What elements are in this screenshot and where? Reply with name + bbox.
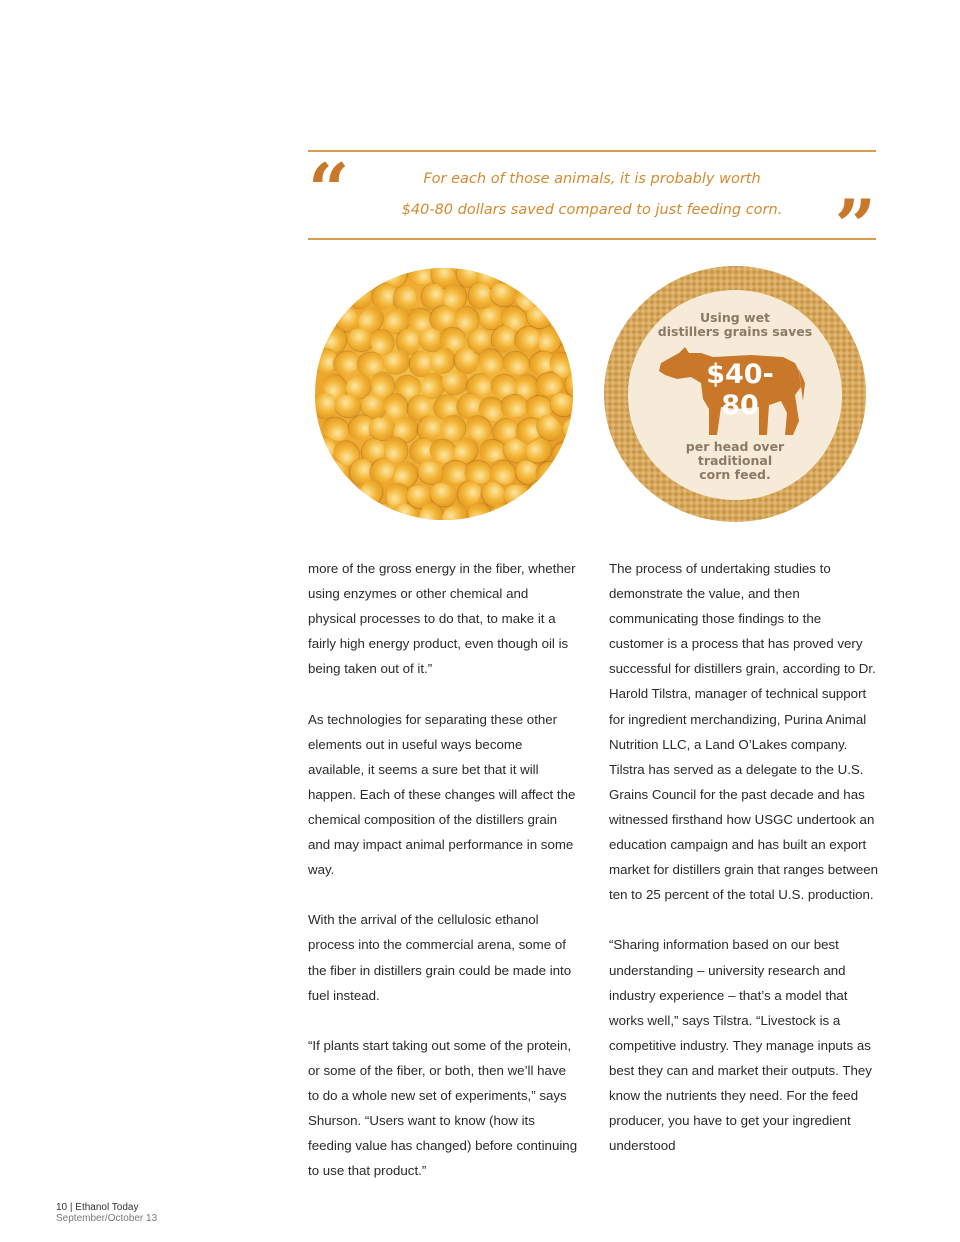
right-paragraph: The process of undertaking studies to demonstrate the value, and then communicating those findings to the customer is a process that has proved very successful for distillers grain, according to Dr. Harold Tilstra, manager of technical support for ingredient merchandizing, Purina Animal Nutrition LLC, a Land O’Lakes company. Tilstra has served as a delegate to the U.S. Grains Council for the past decade and has witnessed firsthand how USGC undertook an education campaign and has built an export market for distillers grain that ranges between ten to 25 percent of the total U.S. production.	[609, 561, 879, 903]
corn-kernel	[561, 329, 573, 351]
left-paragraph: more of the gross energy in the fiber, whether using enzymes or other chemical and physical processes to do that, to make it a fairly high energy product, even though oil is being taken out of it.”	[308, 561, 576, 677]
pull-quote-line-1: For each of those animals, it is probably worth	[423, 171, 761, 187]
page-footer	[56, 1202, 157, 1224]
infographic-bottom-text	[628, 440, 842, 482]
corn-kernel	[500, 349, 531, 377]
corn-kernels-image	[315, 268, 573, 520]
corn-kernel	[440, 370, 469, 396]
pull-quote-line-2: $40-80 dollars saved compared to just feeding corn.	[401, 202, 783, 218]
left-column	[308, 556, 578, 1208]
footer-issue-label: September/October 13	[56, 1213, 158, 1224]
left-paragraph: With the arrival of the cellulosic ethanol process into the commercial arena, some of the fiber in distillers grain could be made into fuel instead.	[308, 912, 572, 1003]
footer-page-label: 10 | Ethanol Today	[56, 1202, 139, 1213]
close-quote-mark: ”	[834, 183, 876, 268]
savings-price: $40-80	[706, 359, 774, 421]
infographic-bottom-line-1: per head over	[685, 439, 785, 454]
infographic-top-text	[628, 311, 842, 339]
infographic-bottom-line-2: traditional	[697, 453, 773, 468]
right-column	[609, 556, 879, 1183]
left-paragraph: As technologies for separating these other elements out in useful ways become available, it seems a sure bet that it will happen. Each of these changes will affect the chemical composition of the distillers grain and may impact animal performance in some way.	[308, 711, 576, 878]
infographic-top-line-1: Using wet	[699, 310, 771, 325]
infographic-top-line-2: distillers grains saves	[657, 324, 813, 339]
left-paragraph: “If plants start taking out some of the protein, or some of the fiber, or both, then we’ll have to do a whole new set of experiments,” says Shurson. “Users want to know (how its feeding value has changed) before continuing to use that product.”	[308, 1037, 578, 1179]
corn-kernel	[491, 375, 517, 397]
right-paragraph: “Sharing information based on our best understanding – university research and industry experience – that’s a model that works well,” says Tilstra. “Livestock is a competitive industry. They manage inputs as best they can and market their outputs. They know the nutrients they need. For the feed producer, you have to get your ingredient understood	[609, 937, 872, 1154]
infographic-bottom-line-3: corn feed.	[699, 467, 771, 482]
corn-kernel	[407, 268, 433, 285]
pull-quote	[308, 147, 876, 268]
open-quote-mark: “	[308, 147, 350, 232]
corn-kernel	[549, 483, 573, 506]
corn-kernel	[561, 416, 573, 443]
